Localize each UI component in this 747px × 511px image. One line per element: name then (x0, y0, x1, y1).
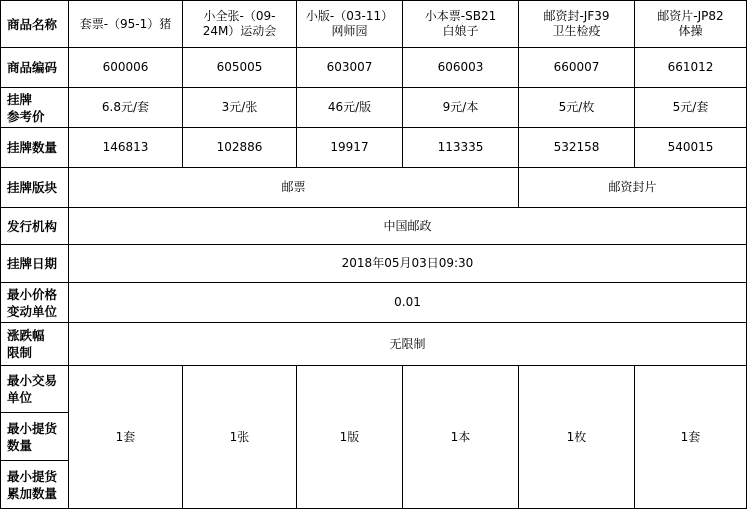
unit-cell: 1套 (69, 366, 183, 509)
label-line: 数量 (7, 437, 33, 453)
reference-price-cell: 9元/本 (403, 88, 519, 128)
issuer-cell: 中国邮政 (69, 208, 747, 245)
label-line: 最小价格 (7, 286, 58, 302)
label-line: 最小提货 (7, 420, 58, 436)
listing-quantity-cell: 102886 (183, 128, 297, 168)
label-min-delivery-increment (1, 461, 69, 509)
label-line: 涨跌幅 (7, 328, 45, 343)
product-code-cell: 603007 (297, 48, 403, 88)
label-line: 挂牌 (7, 91, 33, 107)
product-code-cell: 606003 (403, 48, 519, 88)
product-code-cell: 660007 (519, 48, 635, 88)
label-listing-board: 挂牌版块 (1, 168, 69, 208)
reference-price-cell: 5元/枚 (519, 88, 635, 128)
unit-cell: 1版 (297, 366, 403, 509)
label-line: 参考价 (7, 108, 45, 124)
unit-cell: 1张 (183, 366, 297, 509)
product-name-line: 网师园 (331, 24, 368, 38)
row-reference-price (1, 88, 747, 128)
product-name-line: 卫生检疫 (552, 24, 601, 38)
row-product-name (1, 1, 747, 48)
product-name-line: 体操 (678, 24, 703, 38)
product-code-cell: 661012 (635, 48, 747, 88)
price-limit-cell: 无限制 (69, 323, 747, 366)
label-product-code: 商品编码 (1, 48, 69, 88)
product-name-cell (69, 1, 183, 48)
label-listing-quantity: 挂牌数量 (1, 128, 69, 168)
row-listing-board (1, 168, 747, 208)
product-name-cell (183, 1, 297, 48)
listing-quantity-cell: 19917 (297, 128, 403, 168)
product-name-line: 小全张-（09- (203, 9, 276, 23)
product-name-line: 邮资片-JP82 (657, 9, 724, 23)
product-name-line: 邮资封-JF39 (543, 9, 610, 23)
product-name-cell (635, 1, 747, 48)
listing-quantity-cell: 532158 (519, 128, 635, 168)
listing-date-cell: 2018年05月03日09:30 (69, 245, 747, 283)
unit-cell: 1套 (635, 366, 747, 509)
label-reference-price (1, 88, 69, 128)
min-price-change-cell: 0.01 (69, 283, 747, 323)
label-min-delivery (1, 413, 69, 461)
label-line: 最小交易 (7, 373, 58, 388)
row-product-code (1, 48, 747, 88)
row-listing-date (1, 245, 747, 283)
label-line: 最小提货 (7, 468, 58, 484)
row-price-limit (1, 323, 747, 366)
product-code-cell: 605005 (183, 48, 297, 88)
label-min-trade-unit (1, 366, 69, 413)
reference-price-cell: 3元/张 (183, 88, 297, 128)
label-min-price-change (1, 283, 69, 323)
reference-price-cell: 5元/套 (635, 88, 747, 128)
label-issuer: 发行机构 (1, 208, 69, 245)
product-name-cell (403, 1, 519, 48)
listing-quantity-cell: 113335 (403, 128, 519, 168)
row-issuer (1, 208, 747, 245)
reference-price-cell: 46元/版 (297, 88, 403, 128)
listing-quantity-cell: 146813 (69, 128, 183, 168)
product-name-line: 小版-（03-11） (305, 9, 394, 23)
product-name-line: 白娘子 (442, 24, 479, 38)
label-line: 累加数量 (7, 485, 58, 501)
reference-price-cell: 6.8元/套 (69, 88, 183, 128)
label-product-name: 商品名称 (1, 1, 69, 48)
label-line: 限制 (7, 345, 33, 360)
product-name-line: 小本票-SB21 (424, 9, 497, 23)
row-min-trade-unit (1, 366, 747, 413)
row-listing-quantity (1, 128, 747, 168)
board-covers-cell: 邮资封片 (519, 168, 747, 208)
listing-quantity-cell: 540015 (635, 128, 747, 168)
product-code-cell: 600006 (69, 48, 183, 88)
label-line: 变动单位 (7, 303, 58, 319)
product-name-line: 套票-（95-1）猪 (79, 16, 172, 31)
unit-cell: 1本 (403, 366, 519, 509)
label-price-limit (1, 323, 69, 366)
product-name-line: 24M）运动会 (202, 24, 277, 38)
product-name-cell (297, 1, 403, 48)
row-min-price-change (1, 283, 747, 323)
board-stamps-cell: 邮票 (69, 168, 519, 208)
unit-cell: 1枚 (519, 366, 635, 509)
product-name-cell (519, 1, 635, 48)
label-line: 单位 (7, 390, 33, 405)
label-listing-date: 挂牌日期 (1, 245, 69, 283)
